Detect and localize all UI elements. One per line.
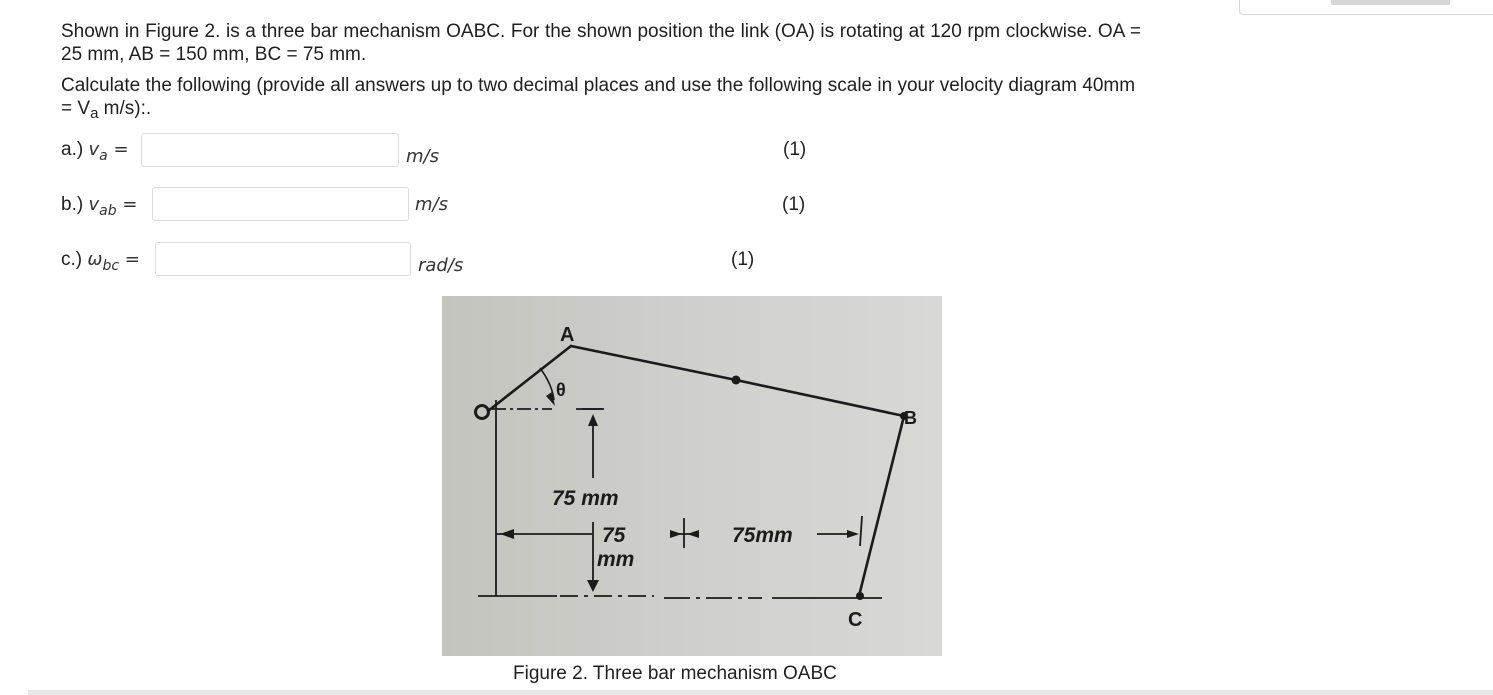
answer-a-unit: m/s — [406, 146, 439, 167]
instructions-end: m/s):. — [98, 98, 152, 119]
answer-b-unit: m/s — [415, 194, 448, 215]
answer-a-prefix: a.) — [61, 139, 84, 160]
answer-a-label — [61, 139, 129, 164]
answer-c-subscript: bc — [102, 258, 120, 274]
dim-h1-label-bottom: mm — [597, 548, 635, 571]
label-theta: θ — [556, 380, 566, 400]
answer-b-prefix: b.) — [61, 194, 84, 215]
label-c: C — [848, 609, 863, 631]
answer-b-subscript: ab — [99, 203, 117, 219]
figure-photo-background — [442, 296, 942, 656]
figure-caption: Figure 2. Three bar mechanism OABC — [513, 663, 837, 684]
instructions-subscript: a — [90, 105, 99, 122]
answer-b-symbol-char: v — [88, 194, 100, 215]
answer-c-symbol-char: ω — [87, 249, 103, 270]
dim-h1-label-top: 75 — [602, 524, 626, 547]
question-intro: Shown in Figure 2. is a three bar mechanism OABC. For the shown position the link (OA) is rotating at 120 rpm clockwise. OA = 25 mm, AB = 150 mm, BC = 75 mm. — [61, 21, 1141, 65]
top-panel-handle — [1331, 0, 1450, 5]
answer-c-symbol: $\omega_{bc}$ = — [87, 249, 140, 274]
joint-mid-ab — [732, 376, 741, 385]
answer-b-input[interactable] — [152, 187, 409, 221]
joint-c — [856, 592, 864, 600]
answer-b-symbol: $v_{ab}$ = — [88, 194, 138, 219]
mechanism-figure — [442, 296, 942, 656]
answer-c-prefix: c.) — [61, 249, 83, 270]
bottom-divider — [28, 690, 1493, 695]
answer-c-marks: (1) — [731, 249, 755, 270]
answer-b-marks: (1) — [782, 194, 806, 215]
label-b: B — [904, 408, 917, 428]
dim-vertical-label: 75 mm — [552, 487, 619, 510]
top-panel-tab — [1239, 0, 1493, 15]
answer-b-label — [61, 194, 137, 219]
answer-a-input[interactable] — [141, 133, 399, 167]
answer-c-unit: rad/s — [418, 255, 464, 276]
instructions-text: Calculate the following (provide all answers up to two decimal places and use the following scale in your velocity diagram 40mm = V — [61, 75, 1136, 119]
dim-h2-label: 75mm — [732, 524, 793, 547]
label-a: A — [560, 324, 575, 346]
answer-a-symbol-char: v — [88, 139, 100, 160]
answer-a-subscript: a — [99, 148, 108, 164]
answer-c-label — [61, 249, 140, 274]
answer-c-input[interactable] — [155, 242, 411, 276]
answer-a-symbol: $v_a$ = — [88, 139, 129, 164]
answer-a-marks: (1) — [783, 139, 807, 160]
question-instructions — [61, 74, 1141, 125]
